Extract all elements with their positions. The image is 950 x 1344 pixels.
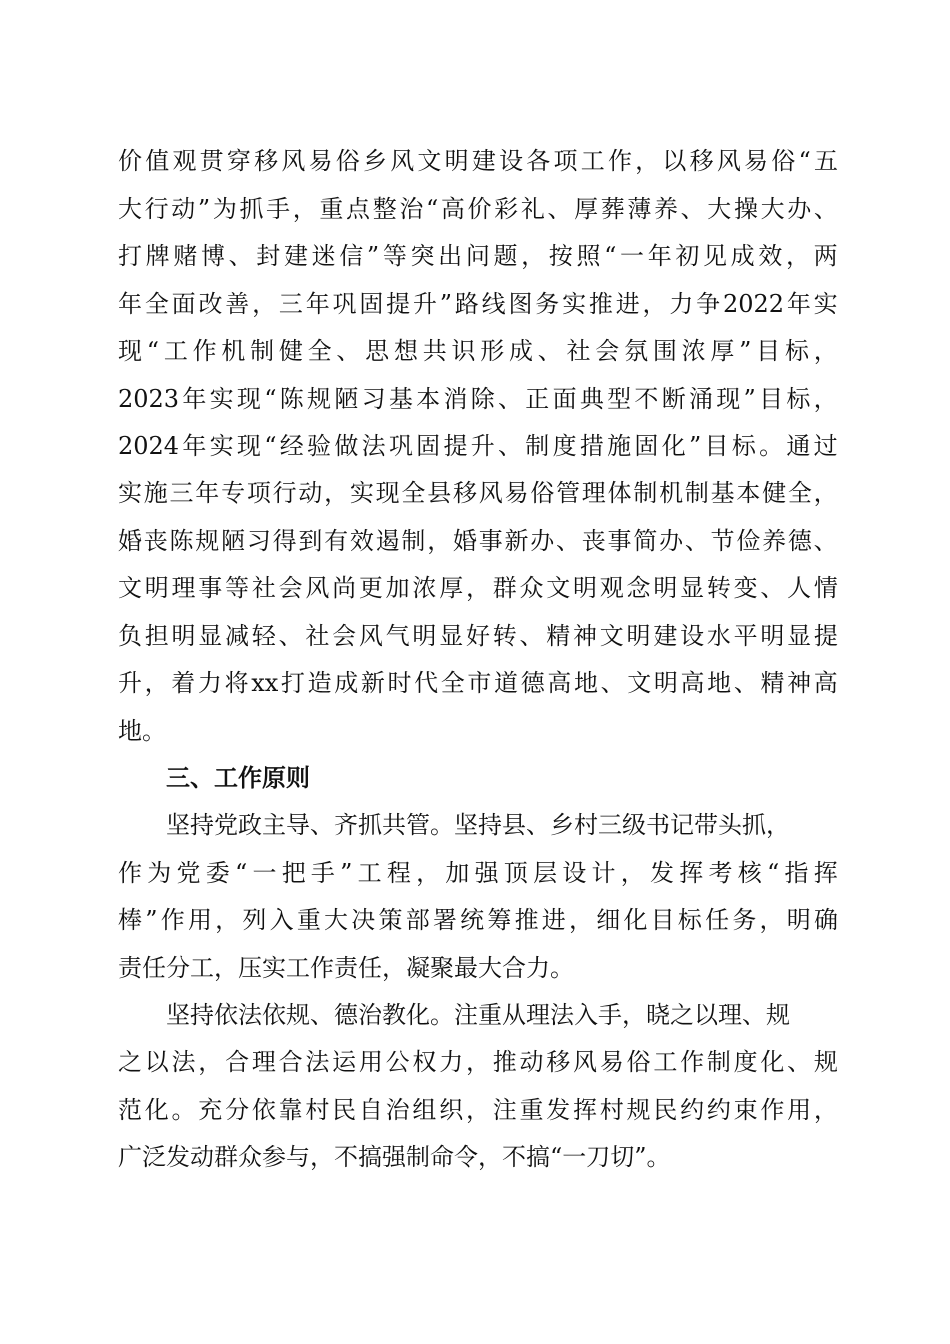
paragraph-1-line: 现 “ 工 作 机 制 健 全 、 思 想 共 识 形 成 、 社 会 氛 围 浓 厚 ” 目 标 ， (118, 337, 838, 365)
paragraph-3-line: 广泛发动群众参与，不搞强制命令，不搞“一刀切”。 (118, 1143, 671, 1171)
paragraph-1-line: 文 明 理 事 等 社 会 风 尚 更 加 浓 厚 ， 群 众 文 明 观 念 明 显 转 变 、 人 情 (118, 574, 838, 602)
paragraph-3-line: 之 以 法 ， 合 理 合 法 运 用 公 权 力 ， 推 动 移 风 易 俗 工 作 制 度 化 、 规 (118, 1048, 838, 1076)
paragraph-2-line: 作 为 党 委 “ 一 把 手 ” 工 程 ， 加 强 顶 层 设 计 ， 发 挥 考 核 “ 指 挥 (118, 859, 838, 887)
paragraph-1-line: 年 全 面 改 善 ， 三 年 巩 固 提 升 ” 路 线 图 务 实 推 进 ， 力 争 2022 年 实 (118, 290, 838, 318)
paragraph-1-line: 婚 丧 陈 规 陋 习 得 到 有 效 遏 制 ， 婚 事 新 办 、 丧 事 简 办 、 节 俭 养 德 、 (118, 527, 838, 555)
paragraph-1-line: 升 ， 着 力 将 xx 打 造 成 新 时 代 全 市 道 德 高 地 、 文 明 高 地 、 精 神 高 (118, 669, 838, 697)
paragraph-1-line: 负 担 明 显 减 轻 、 社 会 风 气 明 显 好 转 、 精 神 文 明 建 设 水 平 明 显 提 (118, 622, 838, 650)
paragraph-1-line: 2024 年 实 现 “ 经 验 做 法 巩 固 提 升 、 制 度 措 施 固 化 ” 目 标 。 通 过 (118, 432, 838, 460)
paragraph-3-line: 范 化 。 充 分 依 靠 村 民 自 治 组 织 ， 注 重 发 挥 村 规 民 约 约 束 作 用 ， (118, 1096, 838, 1124)
paragraph-1-line: 大 行 动 ” 为 抓 手 ， 重 点 整 治 “ 高 价 彩 礼 、 厚 葬 薄 养 、 大 操 大 办 、 (118, 195, 838, 223)
paragraph-1-line: 打 牌 赌 博 、 封 建 迷 信 ” 等 突 出 问 题 ， 按 照 “ 一 年 初 见 成 效 ， 两 (118, 242, 838, 270)
paragraph-1-line: 2023 年 实 现 “ 陈 规 陋 习 基 本 消 除 、 正 面 典 型 不 断 涌 现 ” 目 标 ， (118, 385, 838, 413)
paragraph-2-line: 责任分工，压实工作责任，凝聚最大合力。 (118, 954, 574, 982)
paragraph-1-line: 价 值 观 贯 穿 移 风 易 俗 乡 风 文 明 建 设 各 项 工 作 ， 以 移 风 易 俗 “ 五 (118, 147, 838, 175)
paragraph-1-line: 地。 (118, 717, 166, 745)
paragraph-1-line: 实 施 三 年 专 项 行 动 ， 实 现 全 县 移 风 易 俗 管 理 体 制 机 制 基 本 健 全 ， (118, 479, 838, 507)
paragraph-3-line: 坚持依法依规、德治教化。注重从理法入手，晓之以理、规 (166, 1001, 790, 1029)
paragraph-2-line: 坚持党政主导、齐抓共管。坚持县、乡村三级书记带头抓， (166, 811, 790, 839)
section-heading: 三、工作原则 (166, 764, 310, 792)
paragraph-2-line: 棒 ” 作 用 ， 列 入 重 大 决 策 部 署 统 筹 推 进 ， 细 化 目 标 任 务 ， 明 确 (118, 906, 838, 934)
